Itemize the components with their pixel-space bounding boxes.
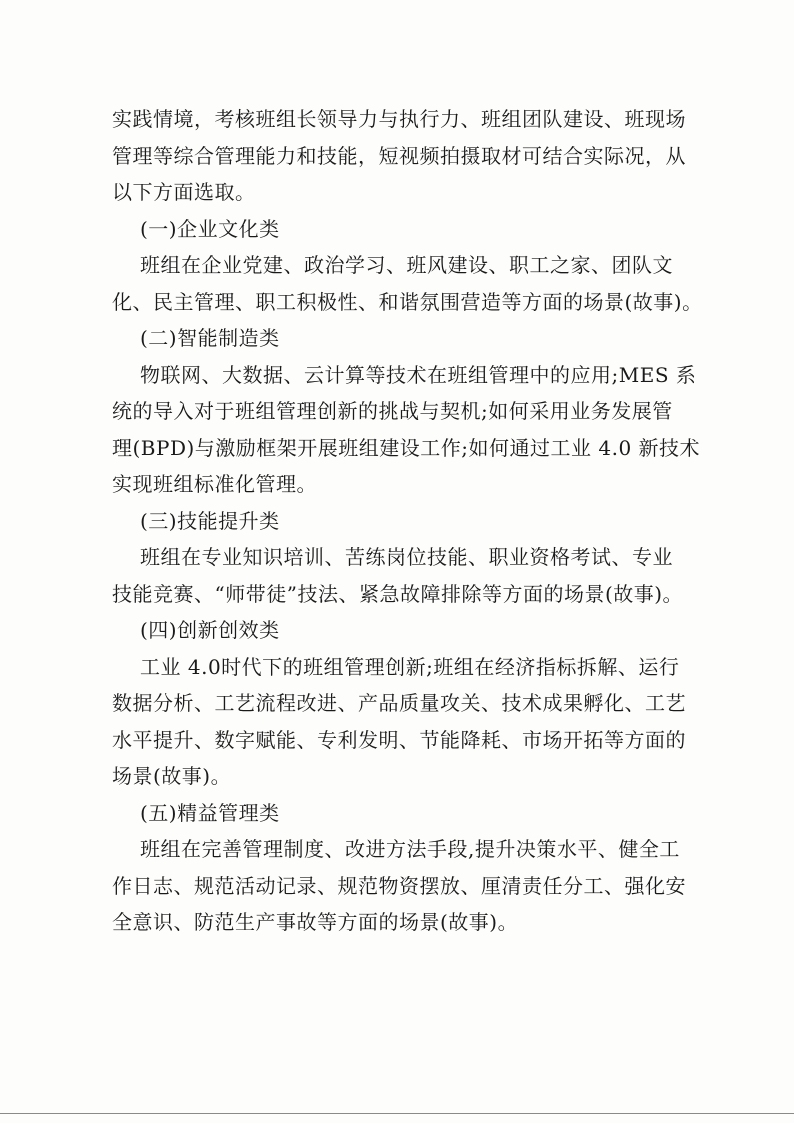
paragraph-line: 物联网、大数据、云计算等技术在班组管理中的应用;MES 系 <box>140 362 697 387</box>
section-heading-culture: (一)企业文化类 <box>140 216 280 241</box>
paragraph-line: 班组在完善管理制度、改进方法手段,提升决策水平、健全工 <box>140 837 680 861</box>
paragraph-line: 理(BPD)与激励框架开展班组建设工作;如何通过工业 4.0 新技术 <box>112 435 701 460</box>
paragraph-line: 实践情境，考核班组长领导力与执行力、班组团队建设、班现场 <box>112 107 686 131</box>
section-heading-intelligent-manufacturing: (二)智能制造类 <box>140 326 280 350</box>
paragraph-line: 实现班组标准化管理。 <box>112 472 317 496</box>
paragraph-line: 班组在专业知识培训、苦练岗位技能、职业资格考试、专业 <box>140 545 673 569</box>
paragraph-line: 作日志、规范活动记录、规范物资摆放、厘清责任分工、强化安 <box>112 873 686 898</box>
body-text <box>112 101 703 941</box>
page-bottom-divider <box>0 1113 794 1114</box>
paragraph-line: 以下方面选取。 <box>112 180 256 204</box>
section-heading-innovation: (四)创新创效类 <box>140 618 280 642</box>
paragraph-line: 化、民主管理、职工积极性、和谐氛围营造等方面的场景(故事)。 <box>112 289 703 314</box>
paragraph-line: 数据分析、工艺流程改进、产品质量攻关、技术成果孵化、工艺 <box>112 691 686 715</box>
paragraph-line: 水平提升、数字赋能、专利发明、节能降耗、市场开拓等方面的 <box>112 727 686 752</box>
paragraph-line: 班组在企业党建、政治学习、班风建设、职工之家、团队文 <box>140 253 673 277</box>
section-heading-skill-improvement: (三)技能提升类 <box>140 508 280 533</box>
paragraph-line: 管理等综合管理能力和技能，短视频拍摄取材可结合实际况，从 <box>112 143 686 168</box>
paragraph-line: 工业 4.0时代下的班组管理创新;班组在经济指标拆解、运行 <box>140 654 680 679</box>
section-heading-lean-management: (五)精益管理类 <box>140 800 280 825</box>
paragraph-line: 场景(故事)。 <box>112 764 232 788</box>
paragraph-line: 技能竞赛、“师带徒”技法、紧急故障排除等方面的场景(故事)。 <box>112 581 684 606</box>
paragraph-line: 统的导入对于班组管理创新的挑战与契机;如何采用业务发展管 <box>112 399 673 423</box>
paragraph-line: 全意识、防范生产事故等方面的场景(故事)。 <box>112 910 519 934</box>
